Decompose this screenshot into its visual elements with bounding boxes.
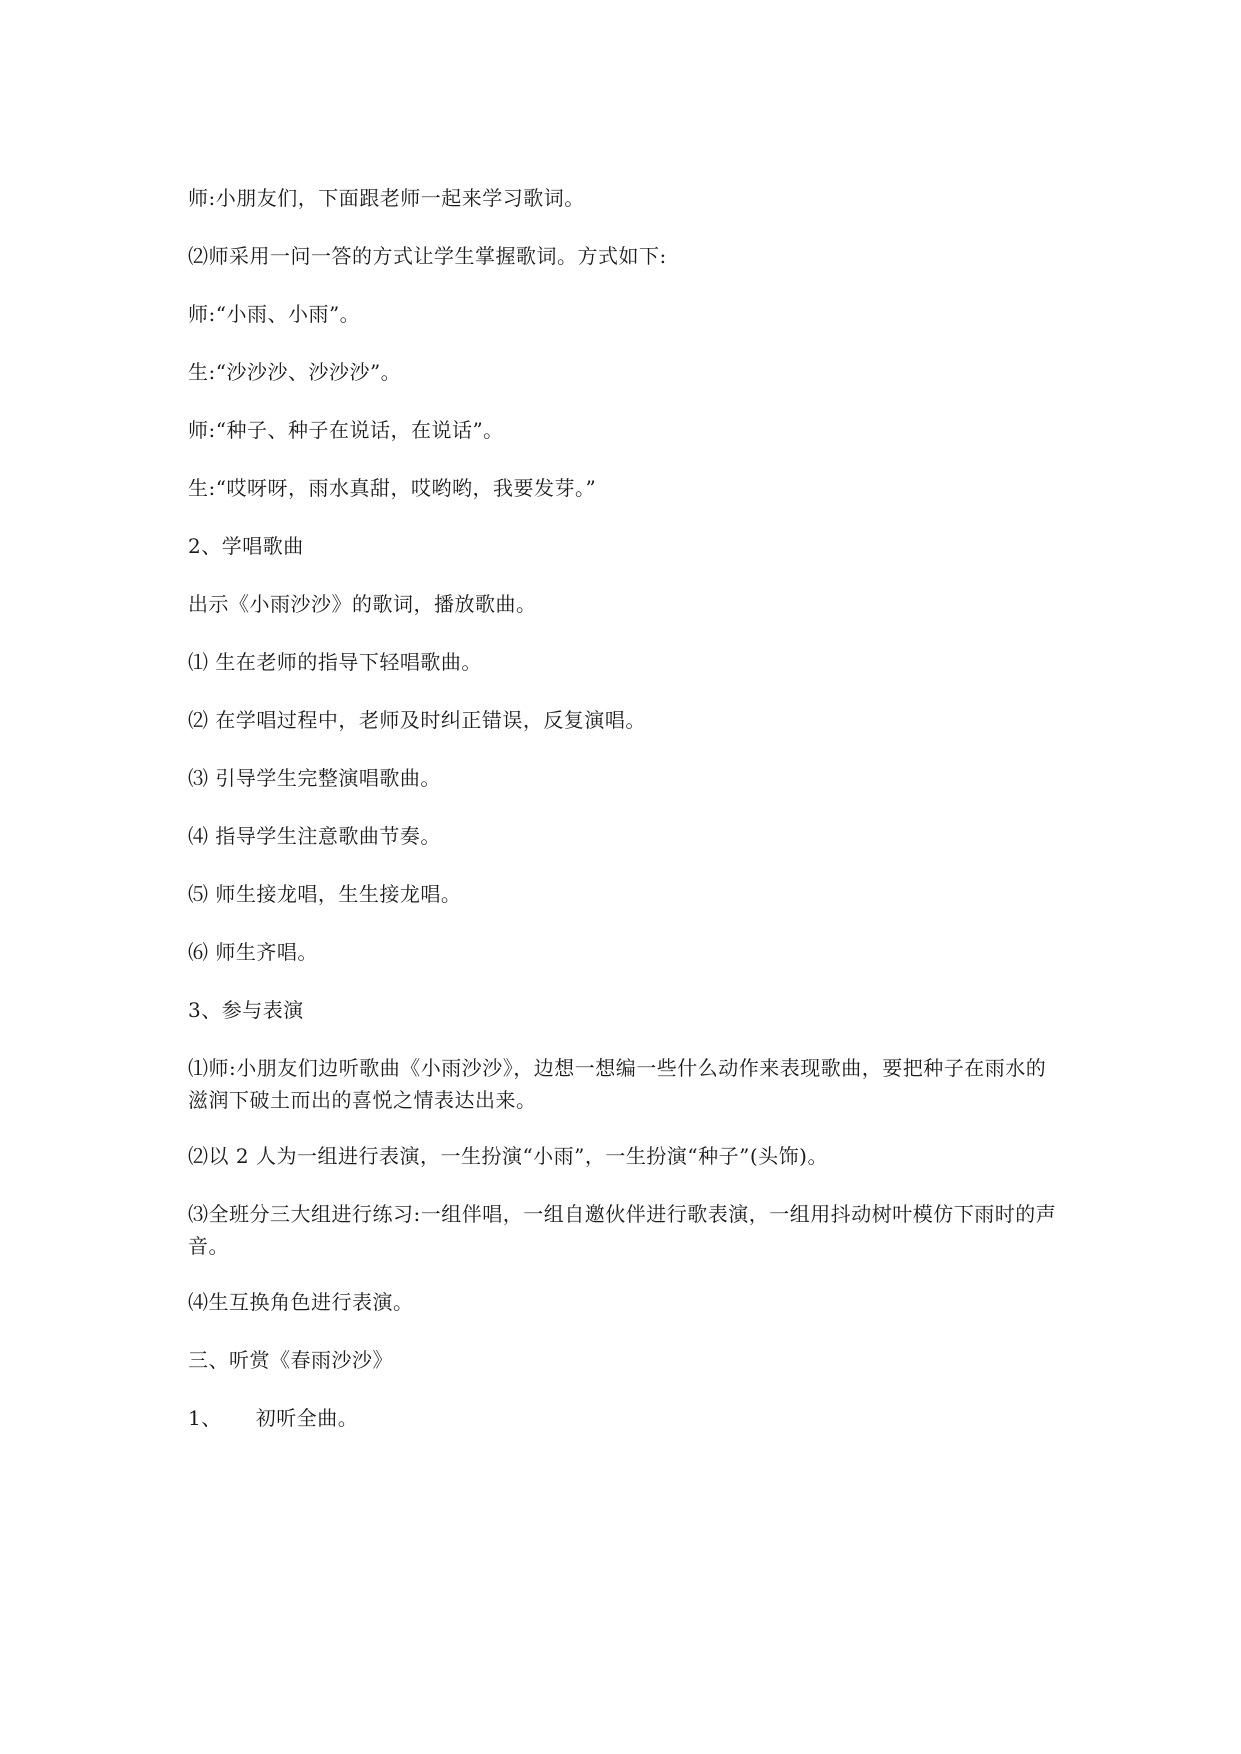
list-item: ⑶ 引导学生完整演唱歌曲。: [188, 766, 441, 790]
list-number: 1、: [188, 1406, 222, 1430]
document-page: [188, 0, 1068, 1754]
paragraph: 生:“沙沙沙、沙沙沙”。: [188, 360, 402, 384]
list-item: ⑴ 生在老师的指导下轻唱歌曲。: [188, 650, 482, 674]
list-text: 初听全曲。: [255, 1406, 359, 1430]
paragraph: ⑵师采用一问一答的方式让学生掌握歌词。方式如下:: [188, 244, 667, 268]
paragraph: 师:小朋友们，下面跟老师一起来学习歌词。: [188, 186, 585, 210]
paragraph: ⑵以 2 人为一组进行表演，一生扮演“小雨”，一生扮演“种子”(头饰)。: [188, 1144, 828, 1168]
paragraph: 师:“小雨、小雨”。: [188, 302, 361, 326]
list-item: [188, 1406, 358, 1430]
section-heading: 2、学唱歌曲: [188, 534, 304, 558]
list-item: ⑵ 在学唱过程中，老师及时纠正错误，反复演唱。: [188, 708, 646, 732]
list-item: ⑸ 师生接龙唱，生生接龙唱。: [188, 882, 462, 906]
paragraph: 生:“哎呀呀，雨水真甜，哎哟哟，我要发芽。”: [188, 476, 597, 500]
paragraph: 出示《小雨沙沙》的歌词，播放歌曲。: [188, 592, 537, 616]
paragraph: ⑷生互换角色进行表演。: [188, 1290, 414, 1314]
section-heading: 3、参与表演: [188, 998, 304, 1022]
list-item: ⑷ 指导学生注意歌曲节奏。: [188, 824, 441, 848]
section-heading: 三、听赏《春雨沙沙》: [188, 1348, 393, 1372]
paragraph: ⑴师:小朋友们边听歌曲《小雨沙沙》，边想一想编一些什么动作来表现歌曲，要把种子在雨水的滋润下破土而出的喜悦之情表达出来。: [188, 1056, 1047, 1112]
list-item: ⑹ 师生齐唱。: [188, 940, 318, 964]
paragraph: ⑶全班分三大组进行练习:一组伴唱，一组自邀伙伴进行歌表演，一组用抖动树叶模仿下雨时的声音。: [188, 1202, 1057, 1258]
paragraph: 师:“种子、种子在说话，在说话”。: [188, 418, 504, 442]
